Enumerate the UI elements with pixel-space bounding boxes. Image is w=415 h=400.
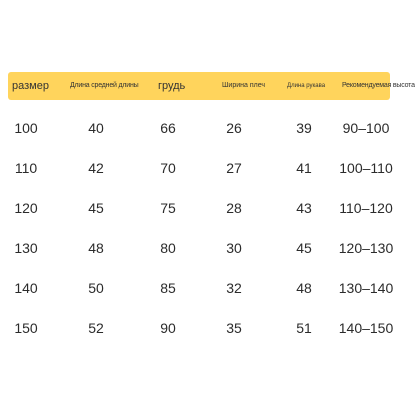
cell-shoulder-width: 27 xyxy=(226,160,242,176)
table-header-row xyxy=(8,72,415,100)
cell-sleeve-length: 43 xyxy=(296,200,312,216)
cell-shoulder-width: 26 xyxy=(226,120,242,136)
table-body xyxy=(8,108,394,348)
table-row xyxy=(8,188,393,228)
cell-size: 120 xyxy=(14,200,38,216)
cell-size: 130 xyxy=(14,240,38,256)
cell-shoulder-width: 28 xyxy=(226,200,242,216)
cell-chest: 70 xyxy=(160,160,176,176)
cell-size: 150 xyxy=(14,320,38,336)
cell-recommended-height: 120–130 xyxy=(338,240,394,256)
table-row xyxy=(8,308,394,348)
cell-length: 42 xyxy=(88,160,104,176)
cell-recommended-height: 140–150 xyxy=(338,320,394,336)
cell-size: 100 xyxy=(14,120,38,136)
cell-sleeve-length: 39 xyxy=(296,120,312,136)
header-length: Длина средней длины xyxy=(70,82,139,89)
cell-length: 48 xyxy=(88,240,104,256)
cell-recommended-height: 110–120 xyxy=(339,200,393,216)
table-row xyxy=(8,268,394,308)
cell-recommended-height: 130–140 xyxy=(338,280,394,296)
cell-length: 52 xyxy=(88,320,104,336)
cell-chest: 80 xyxy=(160,240,176,256)
header-shoulder-width: Ширина плеч xyxy=(222,82,266,89)
table-row xyxy=(8,108,390,148)
cell-chest: 90 xyxy=(160,320,176,336)
cell-sleeve-length: 45 xyxy=(296,240,312,256)
cell-sleeve-length: 48 xyxy=(296,280,312,296)
table-row xyxy=(8,228,394,268)
cell-recommended-height: 100–110 xyxy=(339,160,393,176)
cell-length: 50 xyxy=(88,280,104,296)
cell-chest: 75 xyxy=(160,200,176,216)
header-chest: грудь xyxy=(158,80,186,92)
cell-shoulder-width: 35 xyxy=(226,320,242,336)
header-recommended-height: Рекомендуемая высота xyxy=(342,82,415,89)
cell-shoulder-width: 30 xyxy=(226,240,242,256)
table-row xyxy=(8,148,393,188)
cell-length: 40 xyxy=(88,120,104,136)
size-chart-table xyxy=(8,72,415,348)
cell-recommended-height: 90–100 xyxy=(342,120,390,136)
cell-length: 45 xyxy=(88,200,104,216)
cell-sleeve-length: 51 xyxy=(296,320,312,336)
header-size: размер xyxy=(12,80,49,92)
cell-chest: 85 xyxy=(160,280,176,296)
cell-size: 110 xyxy=(14,160,38,176)
cell-sleeve-length: 41 xyxy=(296,160,312,176)
header-sleeve-length: Длина рукава xyxy=(287,83,326,89)
cell-chest: 66 xyxy=(160,120,176,136)
cell-shoulder-width: 32 xyxy=(226,280,242,296)
cell-size: 140 xyxy=(14,280,38,296)
